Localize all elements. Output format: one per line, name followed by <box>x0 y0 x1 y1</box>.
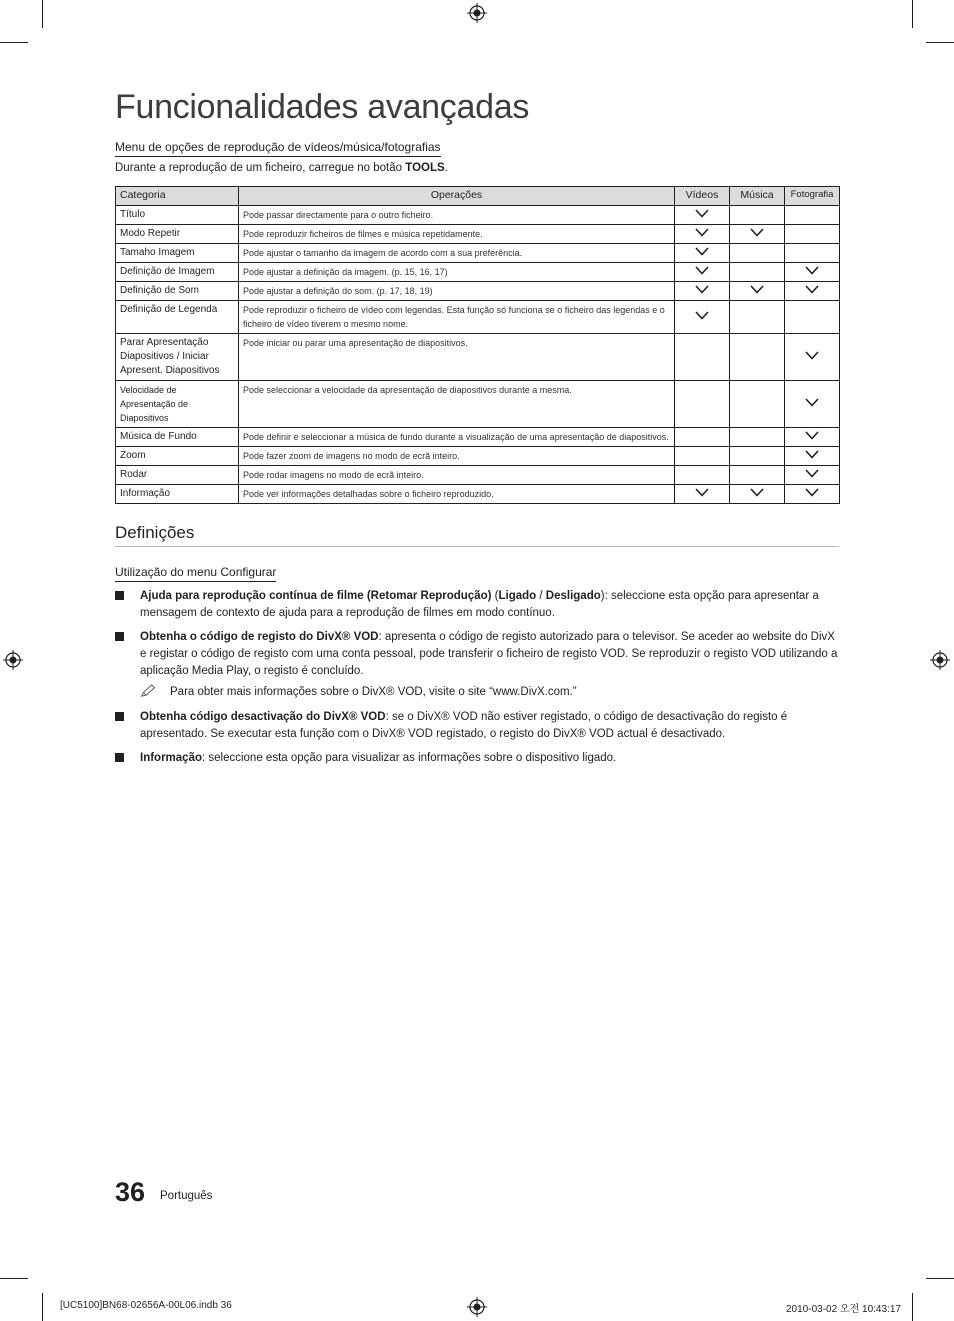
footer-date: 2010-03-02 오전 10:43:17 <box>786 1304 901 1315</box>
cell-fotografia <box>785 334 840 381</box>
cell-operacoes: Pode ajustar a definição do som. (p. 17, 18, 19) <box>239 282 675 301</box>
cell-operacoes: Pode ver informações detalhadas sobre o ficheiro reproduzido. <box>239 485 675 504</box>
footer-file: [UC5100]BN68-02656A-00L06.indb 36 <box>60 1300 232 1311</box>
cell-musica <box>730 334 785 381</box>
cell-musica <box>730 428 785 447</box>
bullet-resume-playback <box>115 588 839 622</box>
bullet-description: : apresenta o código de registo autorizado para o televisor. Se aceder ao website do DivX e registar o código de registo com uma conta pessoal, pode transferir o ficheiro de registo VOD. Se reproduzir o registo VOD utilizando a aplicação Media Play, o registo é concluído. <box>140 631 838 677</box>
divx-note <box>140 684 577 698</box>
settings-section-title: Definições <box>115 523 839 547</box>
check-chevron-icon <box>805 488 819 497</box>
bullet-square-icon <box>115 712 124 721</box>
table-body <box>116 206 840 504</box>
bullet-divx-deactivation <box>115 709 839 743</box>
cell-videos <box>675 447 730 466</box>
cell-operacoes: Pode seleccionar a velocidade da apresentação de diapositivos durante a mesma. <box>239 381 675 428</box>
header-fotografia: Fotografia <box>785 187 840 206</box>
registration-mark-icon <box>467 1297 487 1317</box>
option-ligado: Ligado <box>498 590 537 602</box>
cell-categoria: Informação <box>116 485 239 504</box>
bullet-term: Obtenha código desactivação do DivX® VOD <box>140 711 386 723</box>
table-row <box>116 466 840 485</box>
crop-mark <box>0 42 28 43</box>
cell-fotografia <box>785 244 840 263</box>
check-chevron-icon <box>805 450 819 459</box>
cell-fotografia <box>785 282 840 301</box>
page-number: 36 <box>115 1177 146 1207</box>
cell-fotografia <box>785 447 840 466</box>
table-row <box>116 447 840 466</box>
table-row <box>116 428 840 447</box>
cell-videos <box>675 381 730 428</box>
table-row <box>116 225 840 244</box>
check-chevron-icon <box>695 266 709 275</box>
registration-mark-icon <box>930 650 950 670</box>
check-chevron-icon <box>695 285 709 294</box>
cell-categoria: Definição de Legenda <box>116 301 239 334</box>
header-videos: Vídeos <box>675 187 730 206</box>
crop-mark <box>926 1278 954 1279</box>
bullet-description: : se o DivX® VOD não estiver registado, o código de desactivação do registo é apresentado. Se executar esta função com o DivX® VOD registado, o registo do DivX® VOD actual é desactivado. <box>140 711 788 740</box>
check-chevron-icon <box>695 488 709 497</box>
cell-videos <box>675 428 730 447</box>
cell-operacoes: Pode fazer zoom de imagens no modo de ecrã inteiro. <box>239 447 675 466</box>
cell-musica <box>730 447 785 466</box>
cell-musica <box>730 206 785 225</box>
cell-fotografia <box>785 225 840 244</box>
playback-options-table <box>115 186 840 504</box>
cell-categoria: Modo Repetir <box>116 225 239 244</box>
crop-mark <box>912 1293 913 1321</box>
cell-musica <box>730 282 785 301</box>
cell-musica <box>730 466 785 485</box>
bullet-term: Obtenha o código de registo do DivX® VOD <box>140 631 379 643</box>
check-chevron-icon <box>805 351 819 360</box>
bullet-square-icon <box>115 753 124 762</box>
header-musica: Música <box>730 187 785 206</box>
cell-categoria: Velocidade de Apresentação de Diapositivos <box>116 381 239 428</box>
crop-mark <box>912 0 913 28</box>
intro-text-end: . <box>444 162 448 174</box>
cell-operacoes: Pode ajustar a definição da imagem. (p. 15, 16, 17) <box>239 263 675 282</box>
cell-musica <box>730 244 785 263</box>
cell-categoria: Título <box>116 206 239 225</box>
table-row <box>116 334 840 381</box>
cell-fotografia <box>785 301 840 334</box>
cell-videos <box>675 282 730 301</box>
cell-videos <box>675 263 730 282</box>
registration-mark-icon <box>3 650 23 670</box>
cell-fotografia <box>785 263 840 282</box>
playback-menu-heading: Menu de opções de reprodução de vídeos/música/fotografias <box>115 140 441 157</box>
bullet-text <box>140 588 839 622</box>
table-header-row <box>116 187 840 206</box>
bullet-text <box>140 750 839 767</box>
cell-operacoes: Pode definir e seleccionar a música de fundo durante a visualização de uma apresentação de diapositivos. <box>239 428 675 447</box>
cell-musica <box>730 225 785 244</box>
crop-mark <box>0 1278 28 1279</box>
cell-musica <box>730 301 785 334</box>
cell-videos <box>675 334 730 381</box>
check-chevron-icon <box>750 228 764 237</box>
header-categoria: Categoria <box>116 187 239 206</box>
tools-button-label: TOOLS <box>405 162 445 174</box>
check-chevron-icon <box>695 247 709 256</box>
crop-mark <box>42 1293 43 1321</box>
crop-mark <box>926 42 954 43</box>
table-row <box>116 282 840 301</box>
check-chevron-icon <box>750 285 764 294</box>
check-chevron-icon <box>750 488 764 497</box>
bullet-description: ): seleccione esta opção para apresentar a mensagem de contexto de ajuda para a reprodução de filmes em modo contínuo. <box>140 590 819 619</box>
table-row <box>116 244 840 263</box>
check-chevron-icon <box>805 266 819 275</box>
cell-categoria: Rodar <box>116 466 239 485</box>
check-chevron-icon <box>695 228 709 237</box>
cell-videos <box>675 206 730 225</box>
cell-videos <box>675 301 730 334</box>
cell-operacoes: Pode reproduzir o ficheiro de vídeo com legendas. Esta função só funciona se o ficheiro das legendas e o ficheiro de vídeo tiverem o mesmo nome. <box>239 301 675 334</box>
cell-categoria: Definição de Som <box>116 282 239 301</box>
cell-fotografia <box>785 485 840 504</box>
option-desligado: Desligado <box>545 590 601 602</box>
cell-fotografia <box>785 381 840 428</box>
bullet-text <box>140 709 839 743</box>
cell-videos <box>675 485 730 504</box>
note-text: Para obter mais informações sobre o DivX® VOD, visite o site “www.DivX.com.” <box>170 686 577 698</box>
cell-musica <box>730 485 785 504</box>
cell-fotografia <box>785 428 840 447</box>
cell-fotografia <box>785 206 840 225</box>
note-pencil-icon <box>140 684 156 697</box>
bullet-description: : seleccione esta opção para visualizar as informações sobre o dispositivo ligado. <box>202 752 617 764</box>
cell-categoria: Parar Apresentação Diapositivos / Iniciar Apresent. Diapositivos <box>116 334 239 381</box>
table-row <box>116 485 840 504</box>
bullet-divx-registration <box>115 629 839 680</box>
bullet-punct: ( <box>491 590 499 602</box>
cell-operacoes: Pode passar directamente para o outro ficheiro. <box>239 206 675 225</box>
cell-videos <box>675 244 730 263</box>
page-language: Português <box>160 1190 213 1202</box>
check-chevron-icon <box>805 469 819 478</box>
check-chevron-icon <box>695 209 709 218</box>
intro-text-body: Durante a reprodução de um ficheiro, carregue no botão <box>115 162 406 174</box>
cell-musica <box>730 263 785 282</box>
table-row <box>116 301 840 334</box>
cell-fotografia <box>785 466 840 485</box>
check-chevron-icon <box>695 311 709 320</box>
table-row <box>116 381 840 428</box>
cell-categoria: Música de Fundo <box>116 428 239 447</box>
check-chevron-icon <box>805 285 819 294</box>
bullet-punct: / <box>536 590 546 602</box>
bullet-text <box>140 629 839 680</box>
bullet-square-icon <box>115 632 124 641</box>
cell-operacoes: Pode ajustar o tamanho da imagem de acordo com a sua preferência. <box>239 244 675 263</box>
cell-operacoes: Pode reproduzir ficheiros de filmes e música repetidamente. <box>239 225 675 244</box>
bullet-square-icon <box>115 591 124 600</box>
page-title: Funcionalidades avançadas <box>115 88 530 126</box>
check-chevron-icon <box>805 398 819 407</box>
cell-operacoes: Pode rodar imagens no modo de ecrã inteiro. <box>239 466 675 485</box>
table-row <box>116 263 840 282</box>
cell-musica <box>730 381 785 428</box>
cell-videos <box>675 466 730 485</box>
cell-categoria: Definição de Imagem <box>116 263 239 282</box>
cell-operacoes: Pode iniciar ou parar uma apresentação de diapositivos. <box>239 334 675 381</box>
registration-mark-icon <box>467 3 487 23</box>
cell-videos <box>675 225 730 244</box>
check-chevron-icon <box>805 431 819 440</box>
header-operacoes: Operações <box>239 187 675 206</box>
crop-mark <box>42 0 43 28</box>
cell-categoria: Tamaho Imagem <box>116 244 239 263</box>
settings-menu-heading: Utilização do menu Configurar <box>115 565 276 582</box>
bullet-term: Informação <box>140 752 202 764</box>
bullet-information <box>115 750 839 767</box>
intro-text <box>115 162 448 174</box>
bullet-term: Ajuda para reprodução contínua de filme (Retomar Reprodução) <box>140 590 492 602</box>
table-row <box>116 206 840 225</box>
cell-categoria: Zoom <box>116 447 239 466</box>
